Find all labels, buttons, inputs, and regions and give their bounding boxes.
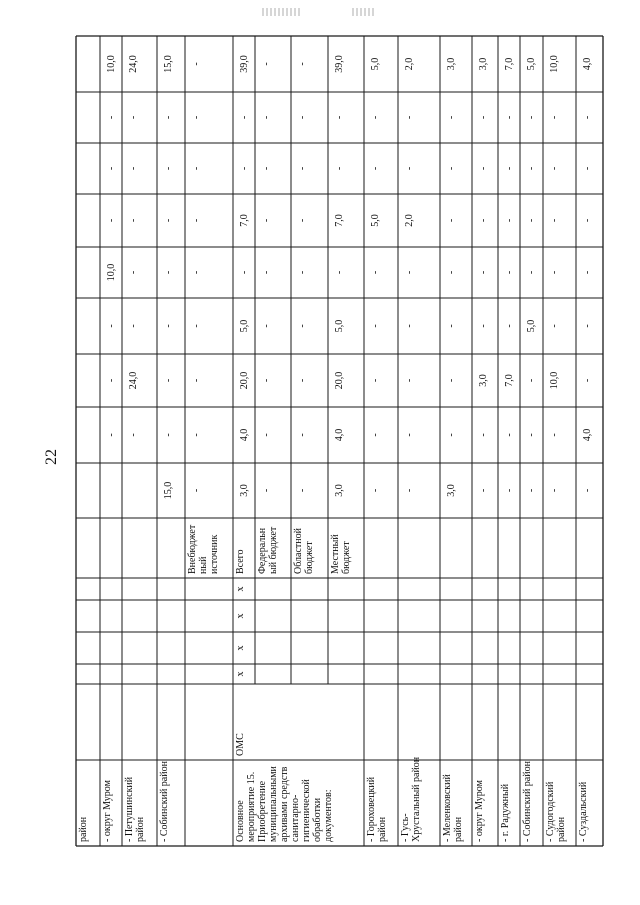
value-cell: - [404, 488, 415, 493]
value-cell: - [163, 270, 174, 275]
value-cell: 10,0 [549, 371, 560, 390]
value-cell: 24,0 [128, 371, 139, 390]
value-cell: - [582, 166, 593, 171]
value-cell: - [191, 115, 202, 120]
value-cell: - [334, 115, 345, 120]
value-cell: - [191, 324, 202, 328]
funding-source: Внебюджет [187, 524, 198, 574]
value-cell: 7,0 [334, 214, 345, 227]
row-label: санитарно- [290, 794, 301, 842]
value-cell: 3,0 [239, 484, 250, 497]
funding-source: бюджет [341, 541, 352, 574]
value-cell: - [549, 324, 560, 328]
row-label: - Гусь- [400, 813, 411, 842]
value-cell: - [582, 378, 593, 383]
value-cell: 4,0 [582, 57, 593, 71]
value-cell: - [261, 270, 272, 275]
value-cell: - [478, 324, 489, 328]
value-cell: - [191, 378, 202, 383]
value-cell: - [446, 166, 457, 171]
value-cell: - [191, 62, 202, 66]
value-cell: 5,0 [370, 57, 381, 71]
value-cell: - [446, 218, 457, 223]
value-cell: 3,0 [478, 374, 489, 387]
value-cell: - [261, 62, 272, 66]
value-cell: - [526, 488, 537, 493]
value-cell: - [549, 488, 560, 493]
row-label: - Гороховецкий [366, 776, 377, 842]
value-cell: - [526, 218, 537, 223]
value-cell: - [549, 166, 560, 171]
value-cell: - [526, 270, 537, 275]
value-cell: - [297, 378, 308, 383]
value-cell: - [370, 433, 381, 437]
value-cell: - [239, 115, 250, 120]
value-cell: - [261, 166, 272, 171]
row-label: Основное [235, 800, 246, 842]
value-cell: - [128, 166, 139, 171]
row-label: обработки [312, 797, 323, 842]
value-cell: - [582, 488, 593, 493]
value-cell: - [334, 270, 345, 275]
value-cell: - [478, 115, 489, 120]
value-cell: - [297, 433, 308, 437]
value-cell: - [163, 218, 174, 223]
value-cell: - [239, 270, 250, 275]
value-cell: - [191, 218, 202, 223]
value-cell: - [526, 378, 537, 383]
value-cell: 3,0 [478, 57, 489, 71]
value-cell: - [128, 115, 139, 120]
value-cell: 10,0 [549, 55, 560, 73]
value-cell: - [370, 166, 381, 171]
code-cell: x [235, 613, 246, 619]
value-cell: - [404, 166, 415, 171]
value-cell: 39,0 [334, 55, 345, 73]
value-cell: - [370, 270, 381, 275]
value-cell: - [128, 433, 139, 437]
value-cell: - [261, 218, 272, 223]
value-cell: - [128, 270, 139, 275]
value-cell: - [334, 166, 345, 171]
value-cell: - [404, 270, 415, 275]
row-label: документов: [323, 789, 334, 842]
value-cell: - [526, 166, 537, 171]
row-label: мероприятие 15. [246, 771, 257, 842]
funding-source: ный [198, 556, 209, 574]
value-cell: - [191, 270, 202, 275]
value-cell: - [297, 324, 308, 328]
value-cell: 3,0 [446, 484, 457, 497]
value-cell: 39,0 [239, 55, 250, 73]
value-cell: - [549, 433, 560, 437]
value-cell: - [582, 270, 593, 275]
value-cell: - [106, 115, 117, 120]
row-label: район [135, 816, 146, 842]
value-cell: - [370, 488, 381, 493]
value-cell: 15,0 [163, 55, 174, 73]
row-label: - Судогодский [545, 781, 556, 842]
value-cell: - [163, 378, 174, 383]
code-cell: x [235, 586, 246, 592]
value-cell: - [106, 166, 117, 171]
page-number: 22 [43, 449, 60, 465]
value-cell: - [297, 270, 308, 275]
value-cell: - [504, 488, 515, 493]
value-cell: 24,0 [128, 55, 139, 73]
value-cell: - [297, 218, 308, 223]
value-cell: - [261, 433, 272, 437]
value-cell: - [446, 324, 457, 328]
row-label: - Петушинский [124, 776, 135, 842]
funding-source: Местный [330, 534, 341, 574]
value-cell: - [297, 166, 308, 171]
value-cell: - [549, 218, 560, 223]
value-cell: 4,0 [334, 428, 345, 442]
value-cell: - [504, 270, 515, 275]
value-cell: - [478, 488, 489, 493]
value-cell: - [191, 166, 202, 171]
value-cell: 2,0 [404, 57, 415, 71]
value-cell: 5,0 [526, 319, 537, 333]
value-cell: - [163, 115, 174, 120]
value-cell: - [404, 115, 415, 120]
value-cell: - [163, 433, 174, 437]
value-cell: - [106, 378, 117, 383]
funding-source: Областной [293, 527, 304, 574]
value-cell: 3,0 [446, 57, 457, 71]
row-label: гигиенической [301, 779, 312, 842]
value-cell: - [261, 378, 272, 383]
value-cell: 7,0 [504, 374, 515, 387]
value-cell: - [478, 218, 489, 223]
value-cell: 20,0 [239, 371, 250, 390]
value-cell: - [106, 324, 117, 328]
value-cell: - [297, 488, 308, 493]
value-cell: - [261, 488, 272, 493]
value-cell: - [446, 115, 457, 120]
value-cell: - [128, 218, 139, 223]
value-cell: - [370, 115, 381, 120]
value-cell: - [446, 270, 457, 275]
funding-source: бюджет [304, 541, 315, 574]
value-cell: 4,0 [239, 428, 250, 442]
value-cell: 20,0 [334, 371, 345, 390]
value-cell: 15,0 [163, 481, 174, 500]
value-cell: - [582, 115, 593, 120]
value-cell: 5,0 [239, 319, 250, 333]
row-label: район [377, 816, 388, 842]
value-cell: - [261, 324, 272, 328]
value-cell: - [297, 62, 308, 66]
value-cell: 5,0 [370, 214, 381, 227]
funding-source: источник [209, 534, 220, 574]
code-cell: x [235, 645, 246, 651]
value-cell: 2,0 [404, 214, 415, 227]
executor-cell: ОМС [235, 733, 246, 756]
row-label: муниципальными [268, 766, 279, 842]
value-cell: 10,0 [106, 263, 117, 282]
value-cell: - [106, 433, 117, 437]
value-cell: - [404, 378, 415, 383]
funding-source: ый бюджет [268, 526, 279, 574]
value-cell: - [191, 488, 202, 493]
value-cell: - [106, 218, 117, 223]
value-cell: 4,0 [582, 428, 593, 442]
code-cell: x [235, 671, 246, 677]
value-cell: - [128, 324, 139, 328]
value-cell: - [370, 324, 381, 328]
value-cell: - [163, 166, 174, 171]
value-cell: - [239, 166, 250, 171]
value-cell: - [478, 270, 489, 275]
row-label: - округ Муром [474, 780, 485, 842]
value-cell: - [446, 433, 457, 437]
row-label: район [78, 816, 89, 842]
row-label: архивами средств [279, 766, 290, 842]
value-cell: - [549, 115, 560, 120]
value-cell: - [549, 270, 560, 275]
value-cell: - [526, 115, 537, 120]
row-label: - Собинский район [159, 761, 170, 842]
row-label: Хрустальный район [411, 756, 422, 842]
value-cell: - [261, 115, 272, 120]
value-cell: - [404, 324, 415, 328]
row-label: - Меленковский [442, 774, 453, 842]
value-cell: - [504, 324, 515, 328]
row-label: район [556, 816, 567, 842]
value-cell: - [370, 378, 381, 383]
row-label: - Собинский район [522, 761, 533, 842]
value-cell: - [191, 433, 202, 437]
row-label: - округ Муром [102, 780, 113, 842]
value-cell: - [163, 324, 174, 328]
value-cell: - [582, 324, 593, 328]
value-cell: - [446, 378, 457, 383]
value-cell: - [478, 166, 489, 171]
row-label: Приобретение [257, 780, 268, 842]
value-cell: 3,0 [334, 484, 345, 497]
value-cell: - [404, 433, 415, 437]
value-cell: 7,0 [239, 214, 250, 227]
value-cell: - [504, 115, 515, 120]
value-cell: - [478, 433, 489, 437]
value-cell: - [582, 218, 593, 223]
funding-source: Федеральн [257, 527, 268, 574]
row-label: - г. Радужный [500, 783, 511, 842]
value-cell: - [297, 115, 308, 120]
value-cell: - [504, 218, 515, 223]
value-cell: - [504, 166, 515, 171]
value-cell: 5,0 [526, 57, 537, 71]
funding-source: Всего [235, 549, 246, 574]
row-label: - Суздальский [578, 781, 589, 842]
value-cell: 10,0 [106, 55, 117, 73]
value-cell: - [504, 433, 515, 437]
row-label: район [453, 816, 464, 842]
value-cell: - [526, 433, 537, 437]
value-cell: 7,0 [504, 57, 515, 71]
value-cell: 5,0 [334, 319, 345, 333]
